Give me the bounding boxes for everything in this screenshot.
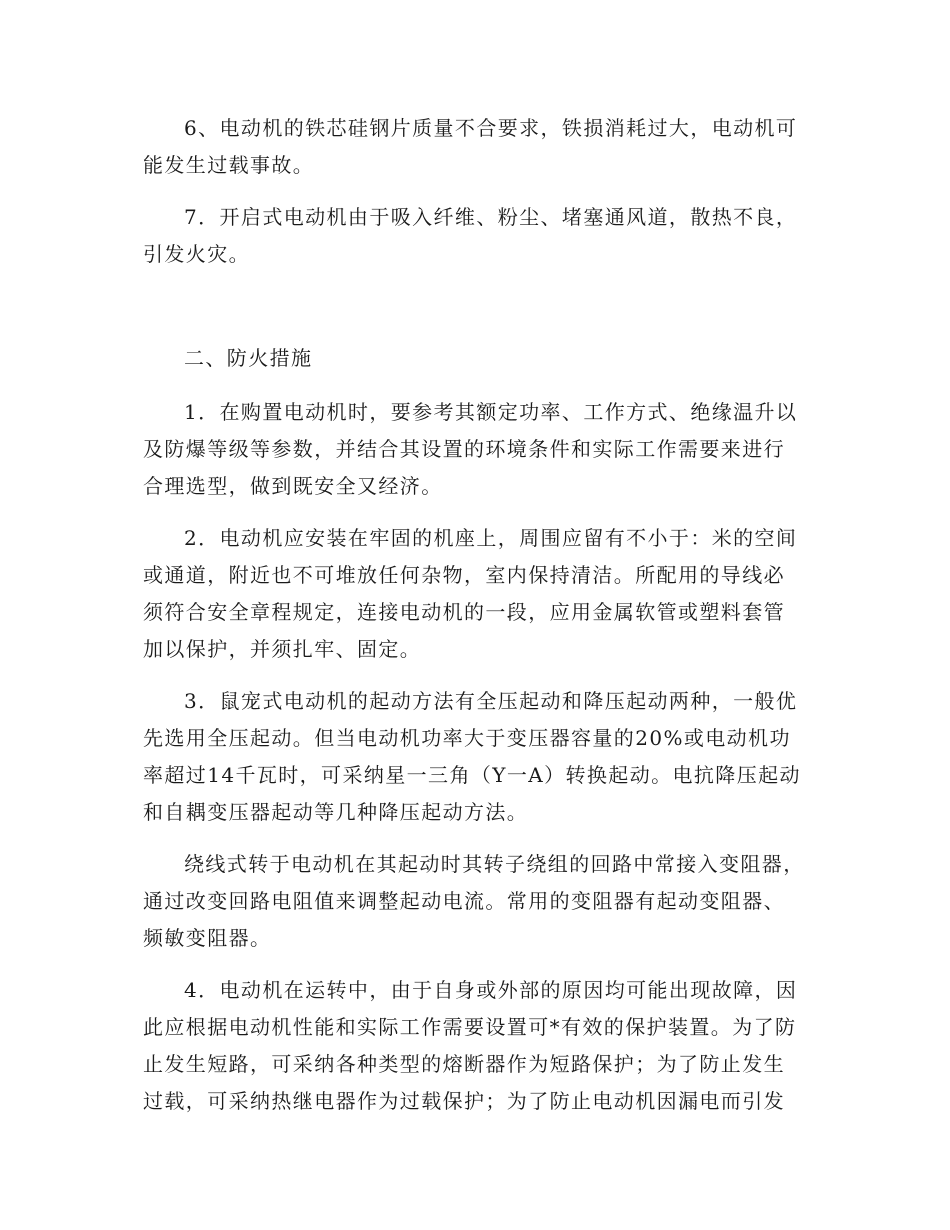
measure-4-line-4: 过载，可采纳热继电器作为过载保护；为了防止电动机因漏电而引发 [143, 1089, 785, 1113]
measure-3b-line-3: 频敏变阻器。 [143, 926, 272, 950]
measure-3b-line-2: 通过改变回路电阻值来调整起动电流。常用的变阻器有起动变阻器、 [143, 889, 785, 913]
measure-2-line-1: 2．电动机应安装在牢固的机座上，周围应留有不小于：米的空间 [184, 526, 798, 550]
measure-1-line-3: 合理选型，做到既安全又经济。 [143, 474, 443, 498]
measure-2-line-4: 加以保护，并须扎牢、固定。 [143, 637, 422, 661]
measure-3-line-3: 率超过14千瓦时，可采纳星一三角（Y一A）转换起动。电抗降压起动 [143, 763, 801, 787]
measure-2-line-3: 须符合安全章程规定，连接电动机的一段，应用金属软管或塑料套管 [143, 600, 785, 624]
measure-3-line-4: 和自耦变压器起动等几种降压起动方法。 [143, 800, 529, 824]
item-6-line-1: 6、电动机的铁芯硅钢片质量不合要求，铁损消耗过大，电动机可 [184, 116, 798, 140]
measure-4-line-1: 4．电动机在运转中，由于自身或外部的原因均可能出现故障，因 [184, 978, 798, 1002]
measure-1-line-2: 及防爆等级等参数，并结合其设置的环境条件和实际工作需要来进行 [143, 437, 785, 461]
measure-3-line-1: 3．鼠宠式电动机的起动方法有全压起动和降压起动两种，一般优 [184, 689, 798, 713]
measure-3b-line-1: 绕线式转于电动机在其起动时其转子绕组的回路中常接入变阻器， [184, 852, 805, 876]
item-6-line-2: 能发生过载事故。 [143, 153, 315, 177]
measure-4-line-3: 止发生短路，可采纳各种类型的熔断器作为短路保护；为了防止发生 [143, 1052, 785, 1076]
section-heading: 二、防火措施 [184, 346, 313, 370]
measure-2-line-2: 或通道，附近也不可堆放任何杂物，室内保持清洁。所配用的导线必 [143, 563, 785, 587]
measure-1-line-1: 1．在购置电动机时，要参考其额定功率、工作方式、绝缘温升以 [184, 400, 798, 424]
item-7-line-2: 引发火灾。 [143, 242, 250, 266]
item-7-line-1: 7．开启式电动机由于吸入纤维、粉尘、堵塞通风道，散热不良， [184, 205, 798, 229]
measure-4-line-2: 此应根据电动机性能和实际工作需要设置可*有效的保护装置。为了防 [143, 1015, 797, 1039]
measure-3-line-2: 先选用全压起动。但当电动机功率大于变压器容量的20%或电动机功 [143, 726, 791, 750]
